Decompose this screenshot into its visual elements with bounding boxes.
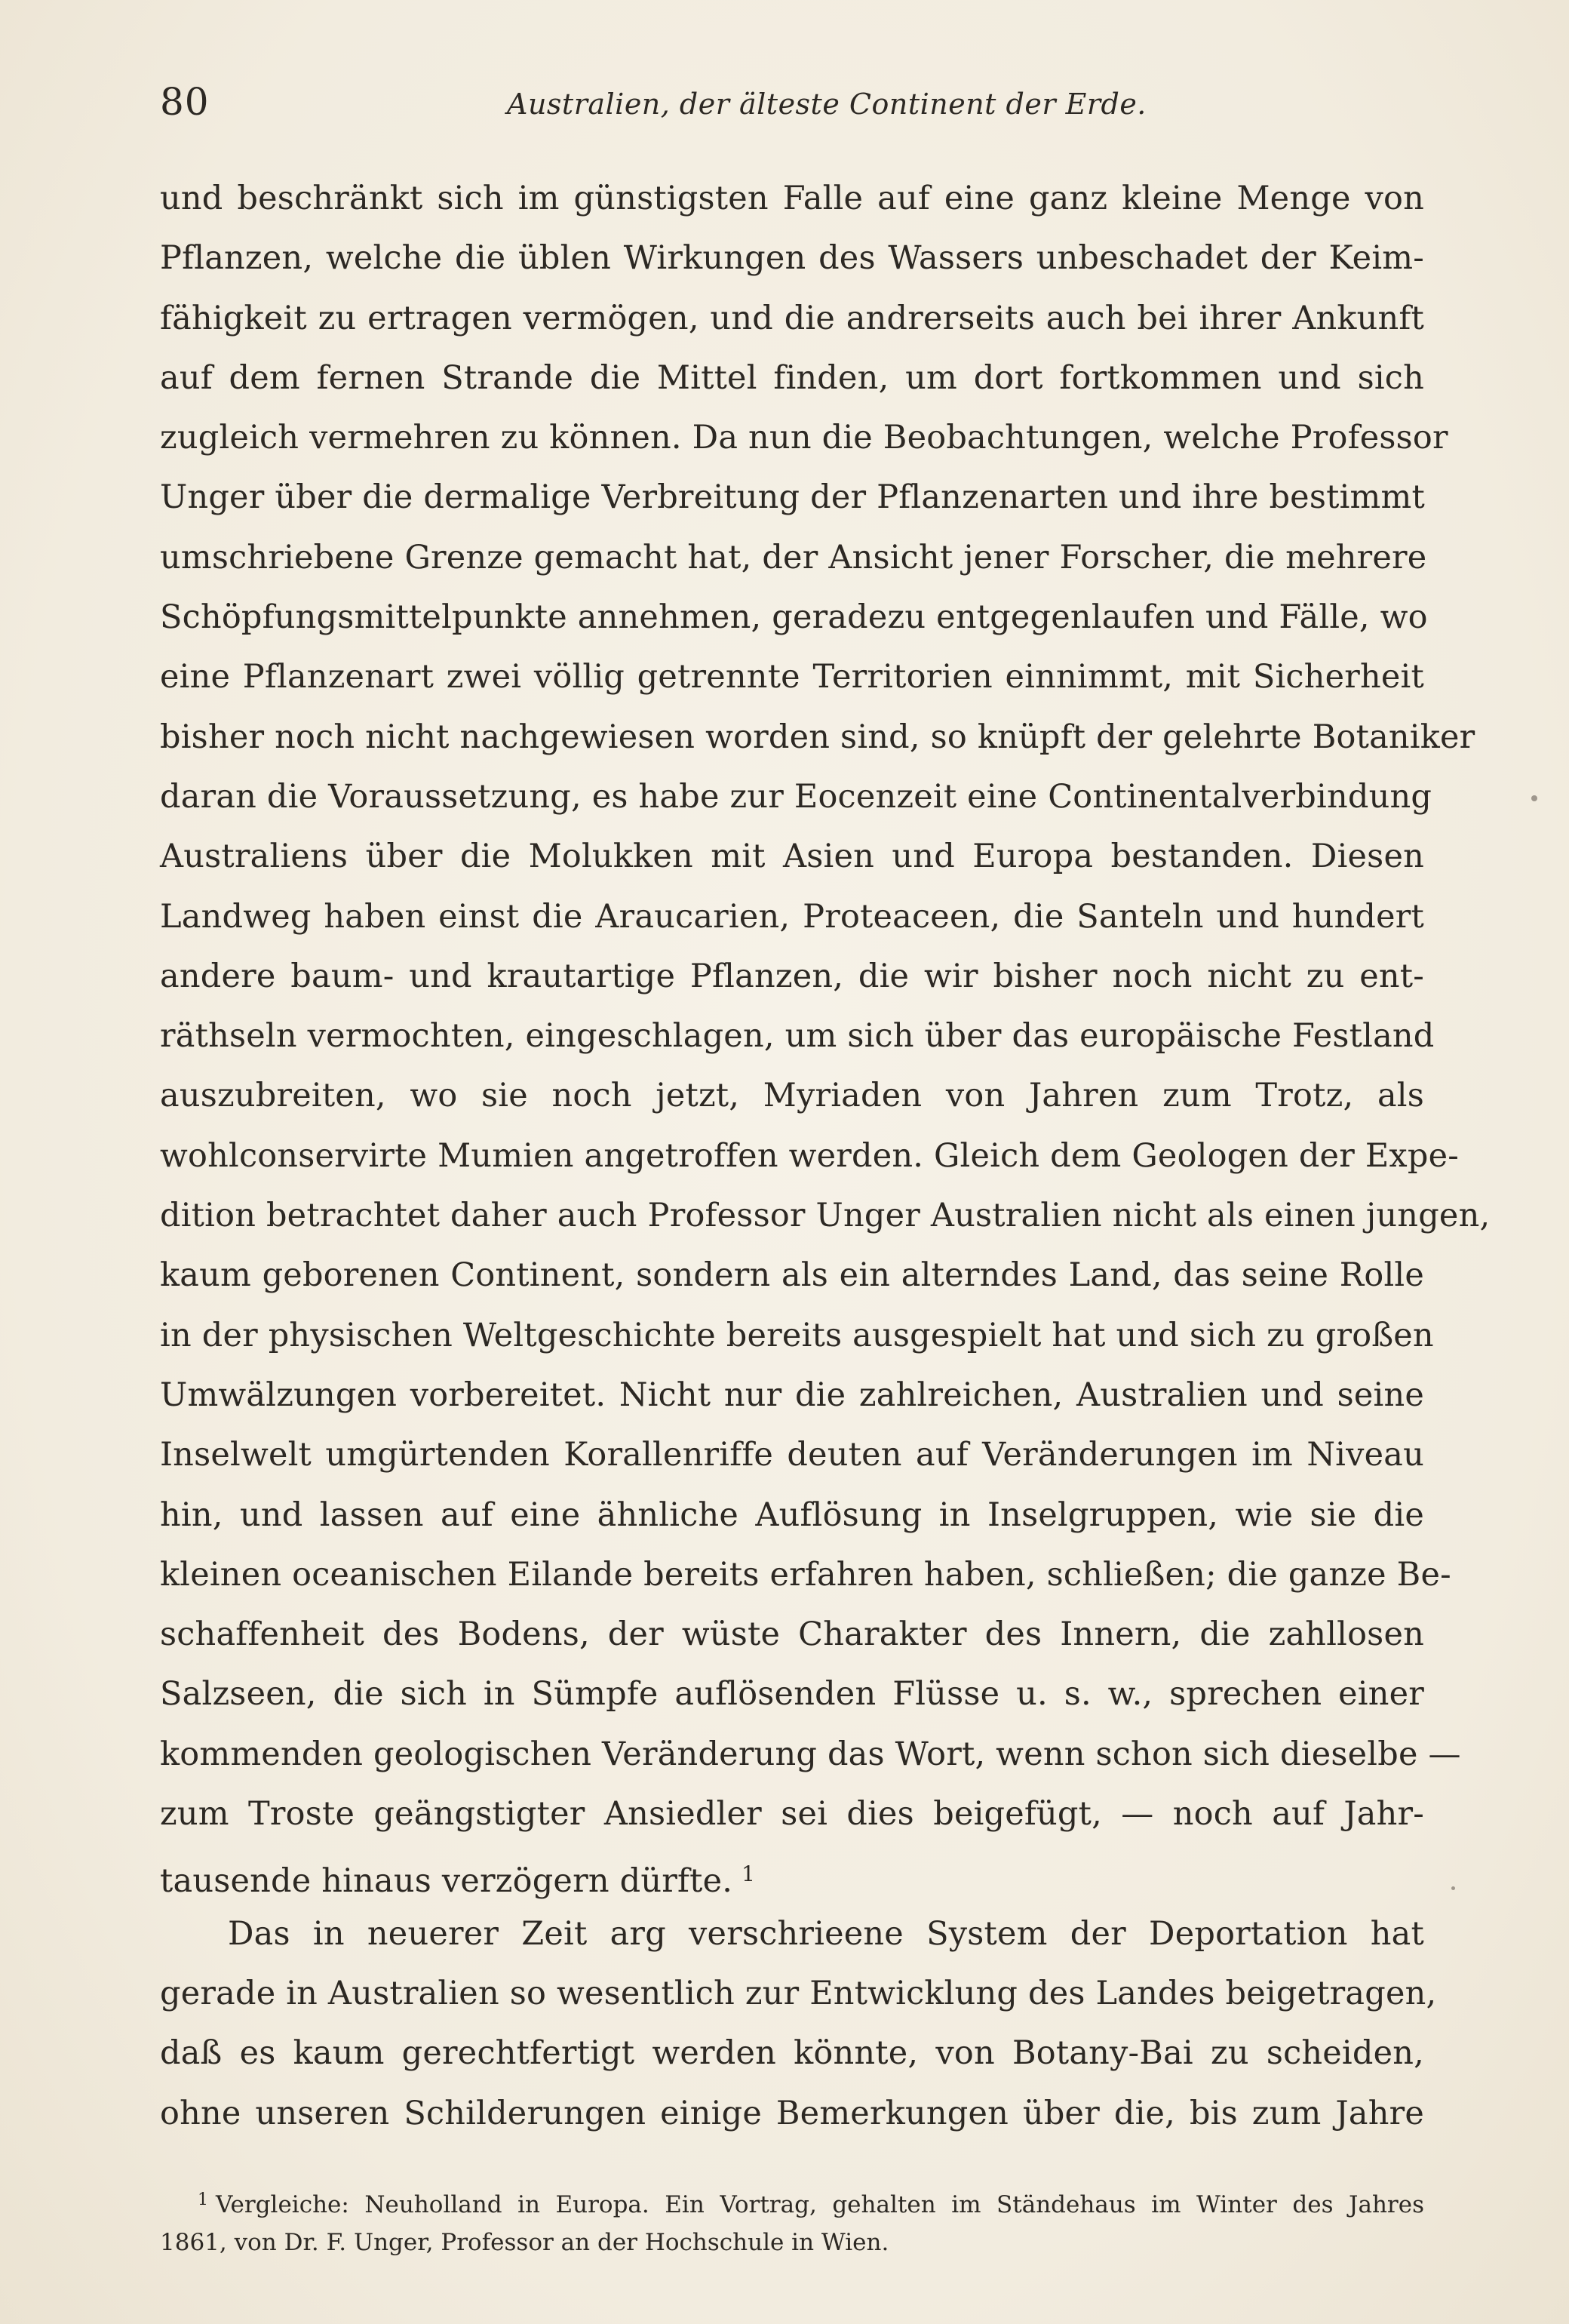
text-line: auf dem fernen Strande die Mittel finden, um dort fortkommen und sich — [160, 358, 1424, 397]
text-line: bisher noch nicht nachgewiesen worden sind, so knüpft der gelehrte Botaniker — [160, 718, 1475, 756]
text-line-content: tausende hinaus verzögern dürfte. — [160, 1862, 733, 1901]
text-line: auszubreiten, wo sie noch jetzt, Myriaden von Jahren zum Trotz, als — [160, 1077, 1424, 1115]
paper-speck — [1451, 1886, 1455, 1890]
text-line: Umwälzungen vorbereitet. Nicht nur die zahlreichen, Australien und seine — [160, 1376, 1424, 1414]
text-line: Schöpfungsmittelpunkte annehmen, geradezu entgegenlaufen und Fälle, wo — [160, 598, 1428, 637]
footnote-marker[interactable]: 1 — [742, 1861, 756, 1887]
text-line: daran die Voraussetzung, es habe zur Eocenzeit eine Continentalverbindung — [160, 777, 1432, 816]
text-line: Landweg haben einst die Araucarien, Proteaceen, die Santeln und hundert — [160, 897, 1424, 936]
footnote-number: 1 — [198, 2190, 208, 2209]
text-line: eine Pflanzenart zwei völlig getrennte Territorien einnimmt, mit Sicherheit — [160, 658, 1424, 696]
page-header — [160, 75, 1420, 128]
text-line: zum Troste geängstigter Ansiedler sei dies beigefügt, — noch auf Jahr- — [160, 1795, 1424, 1834]
text-line: räthseln vermochten, eingeschlagen, um sich über das europäische Festland — [160, 1017, 1435, 1056]
page-number: 80 — [160, 80, 210, 124]
footnotes — [160, 2179, 1424, 2264]
text-line: fähigkeit zu ertragen vermögen, und die andrerseits auch bei ihrer Ankunft — [160, 299, 1424, 337]
text-line: wohlconservirte Mumien angetroffen werden. Gleich dem Geologen der Expe- — [160, 1136, 1459, 1175]
text-line: Inselwelt umgürtenden Korallenriffe deuten auf Veränderungen im Niveau — [160, 1436, 1424, 1474]
text-line: gerade in Australien so wesentlich zur Entwicklung des Landes beigetragen, — [160, 1974, 1437, 2012]
text-line: kleinen oceanischen Eilande bereits erfahren haben, schließen; die ganze Be- — [160, 1555, 1451, 1594]
text-line-last — [160, 1844, 1424, 1904]
text-line: Unger über die dermalige Verbreitung der Pflanzenarten und ihre bestimmt — [160, 478, 1425, 517]
paragraph-first-line: Das in neuerer Zeit arg verschrieene System der Deportation hat — [228, 1914, 1424, 1953]
text-line: dition betrachtet daher auch Professor Unger Australien nicht als einen jungen, — [160, 1197, 1491, 1235]
footnote-text: Vergleiche: Neuholland in Europa. Ein Vortrag, gehalten im Ständehaus im Winter des Jahres — [216, 2191, 1424, 2218]
text-line: kaum geborenen Continent, sondern als ein alterndes Land, das seine Rolle — [160, 1256, 1424, 1295]
text-line: andere baum- und krautartige Pflanzen, die wir bisher noch nicht zu ent- — [160, 957, 1424, 995]
text-line: ohne unseren Schilderungen einige Bemerkungen über die, bis zum Jahre — [160, 2094, 1424, 2132]
text-line: schaffenheit des Bodens, der wüste Charakter des Innern, die zahllosen — [160, 1615, 1424, 1654]
paper-speck — [1531, 795, 1537, 801]
text-line: Pflanzen, welche die üblen Wirkungen des Wassers unbeschadet der Keim- — [160, 239, 1424, 278]
text-line: daß es kaum gerechtfertigt werden könnte, von Botany-Bai zu scheiden, — [160, 2034, 1424, 2073]
footnote-line: 1861, von Dr. F. Unger, Professor an der Hochschule in Wien. — [160, 2229, 889, 2256]
text-line: und beschränkt sich im günstigsten Falle auf eine ganz kleine Menge von — [160, 180, 1424, 217]
text-line: Salzseen, die sich in Sümpfe auflösenden Flüsse u. s. w., sprechen einer — [160, 1675, 1424, 1714]
text-line: kommenden geologischen Veränderung das Wort, wenn schon sich dieselbe — — [160, 1735, 1461, 1773]
text-line: in der physischen Weltgeschichte bereits ausgespielt hat und sich zu großen — [160, 1316, 1434, 1354]
text-line: hin, und lassen auf eine ähnliche Auflösung in Inselgruppen, wie sie die — [160, 1496, 1424, 1534]
footnote-line — [160, 2179, 1424, 2221]
body-text — [160, 169, 1491, 2144]
text-line: umschriebene Grenze gemacht hat, der Ansicht jener Forscher, die mehrere — [160, 538, 1427, 576]
text-line: zugleich vermehren zu können. Da nun die Beobachtungen, welche Professor — [160, 419, 1448, 457]
text-line: Australiens über die Molukken mit Asien und Europa bestanden. Diesen — [160, 838, 1424, 876]
running-title: Australien, der älteste Continent der Erde. — [507, 88, 1147, 121]
